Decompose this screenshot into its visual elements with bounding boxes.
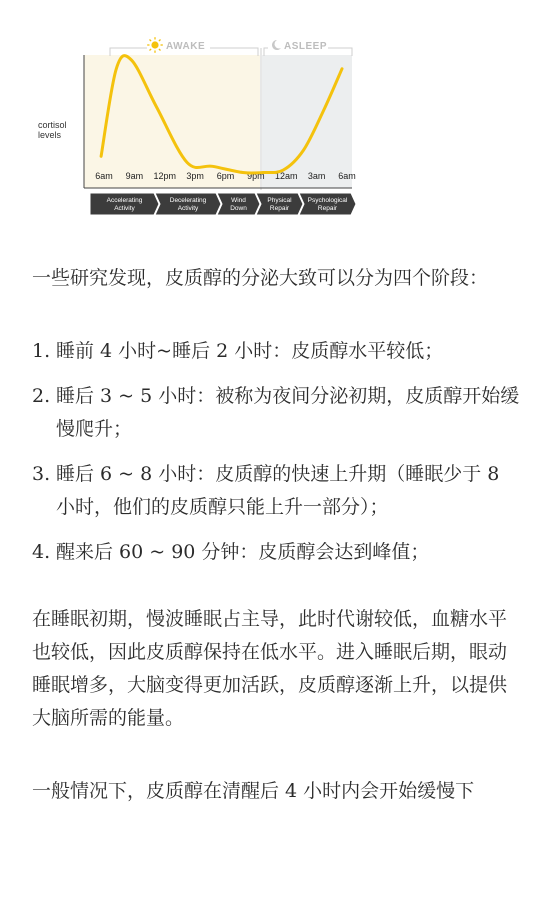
x-tick-label: 6am xyxy=(338,171,356,181)
list-item xyxy=(32,536,520,569)
phase-label: Physical xyxy=(267,197,292,204)
list-text: 睡前 4 小时~睡后 2 小时：皮质醇水平较低； xyxy=(56,340,444,362)
list-number: 3. xyxy=(32,463,51,485)
x-tick-label: 12am xyxy=(274,171,298,181)
list-text: 睡后 3 ~ 5 小时：被称为夜间分泌初期，皮质醇开始缓慢爬升； xyxy=(56,385,520,440)
phase-label: Psychological xyxy=(307,197,348,204)
list-number: 1. xyxy=(32,340,51,362)
phase-label: Decelerating xyxy=(169,197,207,204)
phase-label: Accelerating xyxy=(106,197,143,204)
phase-bar xyxy=(90,193,356,215)
asleep-label: ASLEEP xyxy=(284,41,328,52)
x-tick-labels xyxy=(95,171,356,181)
phase-list xyxy=(32,335,520,569)
moon-icon xyxy=(272,40,281,50)
x-tick-label: 9am xyxy=(125,171,144,181)
phase-label: Wind xyxy=(231,197,246,204)
list-text: 睡后 6 ~ 8 小时：皮质醇的快速上升期（睡眠少于 8 小时，他们的皮质醇只能上升一部分）； xyxy=(56,463,500,518)
x-tick-label: 9pm xyxy=(247,171,265,181)
article-body xyxy=(32,262,520,808)
x-tick-label: 6am xyxy=(95,171,113,181)
x-tick-label: 3pm xyxy=(186,171,204,181)
sleep-paragraph: 在睡眠初期，慢波睡眠占主导，此时代谢较低，血糖水平也较低，因此皮质醇保持在低水平。进入睡眠后期，眼动睡眠增多，大脑变得更加活跃，皮质醇逐渐上升，以提供大脑所需的能量。 xyxy=(32,608,508,729)
y-axis-label-line: levels xyxy=(38,130,62,140)
cortisol-chart xyxy=(0,0,540,230)
list-number: 4. xyxy=(32,541,51,563)
awake-background xyxy=(84,55,260,188)
intro-paragraph: 一些研究发现，皮质醇的分泌大致可以分为四个阶段： xyxy=(32,267,489,289)
waking-paragraph: 一般情况下，皮质醇在清醒后 4 小时内会开始缓慢下 xyxy=(32,780,475,802)
phase-label: Repair xyxy=(317,205,338,212)
list-item xyxy=(32,458,520,524)
list-item xyxy=(32,380,520,446)
sun-icon xyxy=(147,37,163,53)
x-tick-label: 3am xyxy=(307,171,326,181)
x-tick-label: 6pm xyxy=(216,171,235,181)
list-item xyxy=(32,335,520,368)
list-number: 2. xyxy=(32,385,51,407)
x-tick-label: 12pm xyxy=(153,171,177,181)
phase-label: Repair xyxy=(269,205,290,212)
phase-label: Activity xyxy=(114,205,135,212)
list-text: 醒来后 60 ~ 90 分钟：皮质醇会达到峰值； xyxy=(56,541,430,563)
y-axis-label xyxy=(38,120,69,140)
y-axis-label-line: cortisol xyxy=(38,120,67,130)
phase-label: Activity xyxy=(177,205,199,212)
awake-label: AWAKE xyxy=(166,41,206,52)
phase-label: Down xyxy=(230,205,247,212)
